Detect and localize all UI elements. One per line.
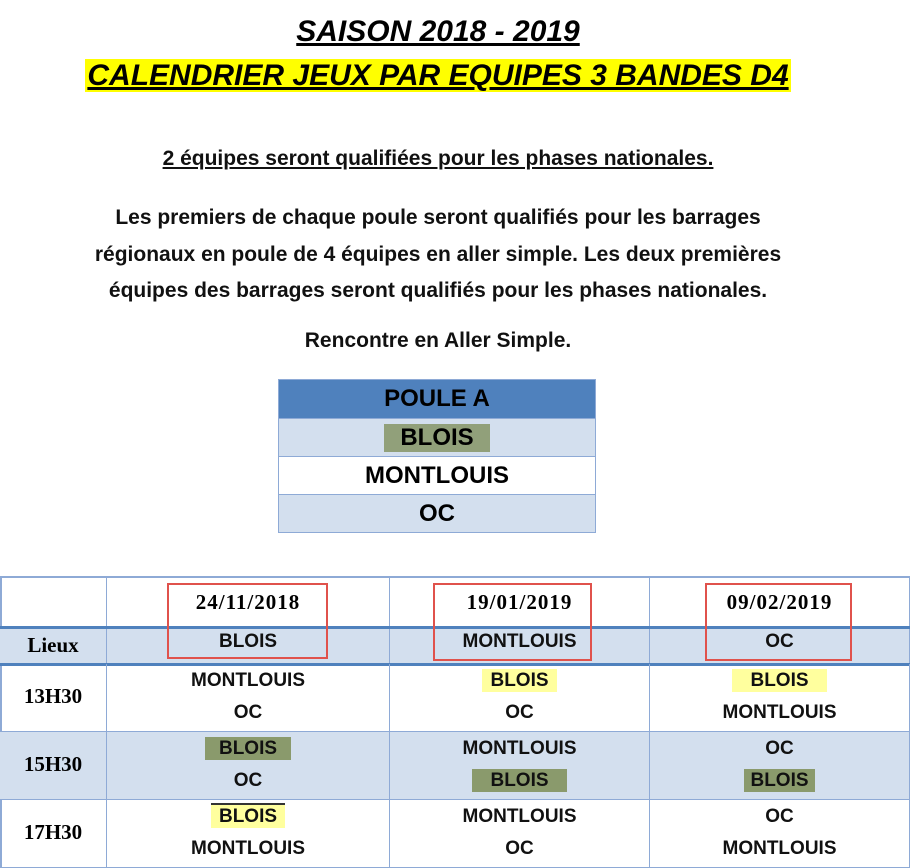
date-highlight-box [433, 583, 592, 661]
qualification-note: 2 équipes seront qualifiées pour les phases nationales. [162, 147, 714, 170]
poule-team: OC [279, 494, 595, 532]
page-title: CALENDRIER JEUX PAR EQUIPES 3 BANDES D4 [87, 59, 789, 92]
format-note: Rencontre en Aller Simple. [304, 329, 572, 352]
venue-cell: BLOIS [107, 627, 390, 664]
match-cell: MONTLOUIS BLOIS [390, 732, 650, 800]
match-cell: BLOIS MONTLOUIS [650, 664, 910, 732]
match-cell: BLOIS OC [390, 664, 650, 732]
match-cell: BLOIS MONTLOUIS [107, 800, 390, 868]
poule-team: MONTLOUIS [279, 456, 595, 494]
venue-cell: OC [650, 627, 910, 664]
date-cell: 24/11/2018 [107, 576, 390, 627]
match-cell: BLOIS OC [107, 732, 390, 800]
match-cell: MONTLOUIS OC [107, 664, 390, 732]
poule-table [278, 379, 596, 533]
poule-team: BLOIS [279, 418, 595, 456]
lieux-label-cell: Lieux [0, 627, 107, 664]
date-highlight-box [167, 583, 328, 659]
match-cell: MONTLOUIS OC [390, 800, 650, 868]
rules-line: Les premiers de chaque poule seront qualifiés pour les barrages [115, 206, 761, 229]
match-cell: OC BLOIS [650, 732, 910, 800]
rules-line: équipes des barrages seront qualifiés pour les phases nationales. [108, 279, 768, 302]
date-highlight-box [705, 583, 852, 661]
time-cell: 13H30 [0, 664, 107, 732]
calendar-table [0, 576, 910, 868]
poule-header: POULE A [279, 380, 595, 418]
season-title: SAISON 2018 - 2019 [296, 15, 580, 48]
match-cell: OC MONTLOUIS [650, 800, 910, 868]
rules-line: régionaux en poule de 4 équipes en aller simple. Les deux premières [94, 242, 782, 266]
time-cell: 17H30 [0, 800, 107, 868]
venue-cell: MONTLOUIS [390, 627, 650, 664]
rules-paragraph [0, 200, 876, 310]
date-cell: 09/02/2019 [650, 576, 910, 627]
corner-cell [0, 576, 107, 627]
time-cell: 15H30 [0, 732, 107, 800]
date-cell: 19/01/2019 [390, 576, 650, 627]
